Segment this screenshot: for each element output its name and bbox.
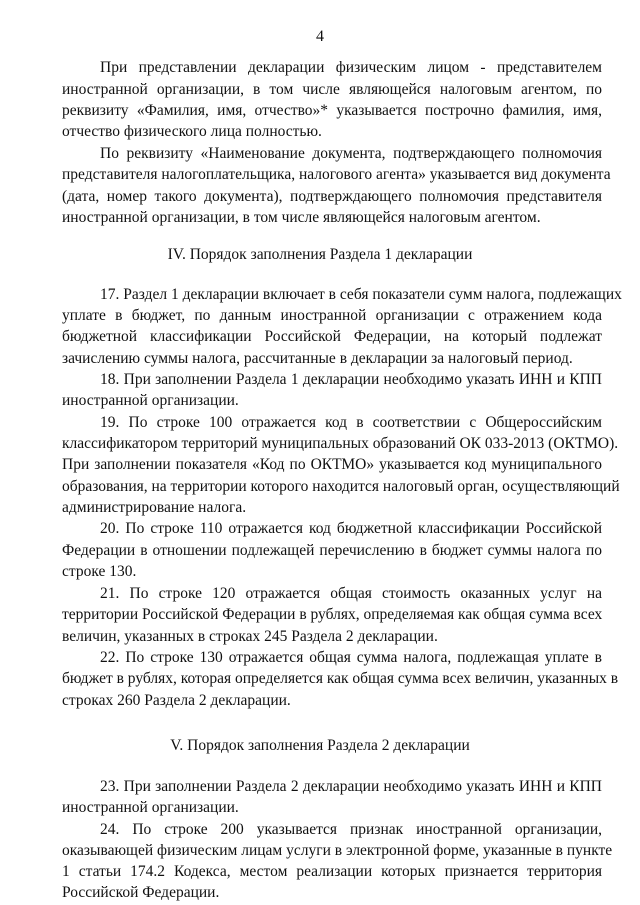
text-line: величин, указанных в строках 245 Раздела 2 декларации. (62, 628, 438, 645)
text-line: оказывающей физическим лицам услуги в электронной форме, указанные в пункте (62, 842, 613, 859)
text-line: классификатором территорий муниципальных образований ОК 033-2013 (ОКТМО). (62, 435, 619, 452)
text-line: При заполнении показателя «Код по ОКТМО» указывается код муниципального (62, 456, 602, 473)
text-line: 18. При заполнении Раздела 1 декларации необходимо указать ИНН и КПП (100, 371, 602, 388)
text-line: реквизиту «Фамилия, имя, отчество»* указывается построчно фамилия, имя, (62, 102, 602, 119)
text-line: уплате в бюджет, по данным иностранной организации с отражением кода (62, 307, 602, 324)
text-line: бюджетной классификации Российской Федерации, на который подлежат (62, 328, 602, 345)
page-number: 4 (316, 28, 324, 45)
text-line: 17. Раздел 1 декларации включает в себя показатели сумм налога, подлежащих (100, 286, 622, 303)
text-line: 23. При заполнении Раздела 2 декларации необходимо указать ИНН и КПП (100, 778, 602, 795)
text-line: Российской Федерации. (62, 884, 220, 901)
text-line: образования, на территории которого находится налоговый орган, осуществляющий (62, 478, 620, 495)
text-line: 19. По строке 100 отражается код в соответствии с Общероссийским (100, 414, 602, 431)
text-line: территории Российской Федерации в рублях, определяемая как общая сумма всех (62, 606, 603, 623)
text-line: 22. По строке 130 отражается общая сумма налога, подлежащая уплате в (100, 649, 602, 666)
text-line: иностранной организации, в том числе являющейся налоговым агентом. (62, 209, 541, 226)
text-line: бюджет в рублях, которая определяется как общая сумма всех величин, указанных в (62, 670, 619, 687)
text-line: По реквизиту «Наименование документа, подтверждающего полномочия (100, 145, 602, 162)
section-heading: V. Порядок заполнения Раздела 2 декларации (170, 737, 470, 754)
text-line: иностранной организации, в том числе являющейся налоговым агентом, по (62, 81, 602, 98)
text-line: 1 статьи 174.2 Кодекса, местом реализации которых признается территория (62, 863, 602, 880)
text-line: 21. По строке 120 отражается общая стоимость оказанных услуг на (100, 585, 602, 602)
section-heading: IV. Порядок заполнения Раздела 1 декларации (167, 246, 473, 263)
text-line: иностранной организации. (62, 799, 239, 816)
text-line: иностранной организации. (62, 392, 239, 409)
text-line: (дата, номер такого документа), подтверждающего полномочия представителя (62, 188, 602, 205)
text-line: строках 260 Раздела 2 декларации. (62, 692, 291, 709)
text-line: Федерации в отношении подлежащей перечислению в бюджет суммы налога по (62, 542, 602, 559)
text-line: отчество физического лица полностью. (62, 123, 322, 140)
text-line: администрирование налога. (62, 499, 247, 516)
text-line: зачислению суммы налога, рассчитанные в декларации за налоговый период. (62, 350, 573, 367)
text-line: При представлении декларации физическим лицом - представителем (100, 59, 602, 76)
text-line: строке 130. (62, 563, 137, 580)
text-line: 24. По строке 200 указывается признак иностранной организации, (100, 821, 602, 838)
text-line: 20. По строке 110 отражается код бюджетной классификации Российской (100, 520, 602, 537)
text-line: представителя налогоплательщика, налогового агента» указывается вид документа (62, 166, 611, 183)
